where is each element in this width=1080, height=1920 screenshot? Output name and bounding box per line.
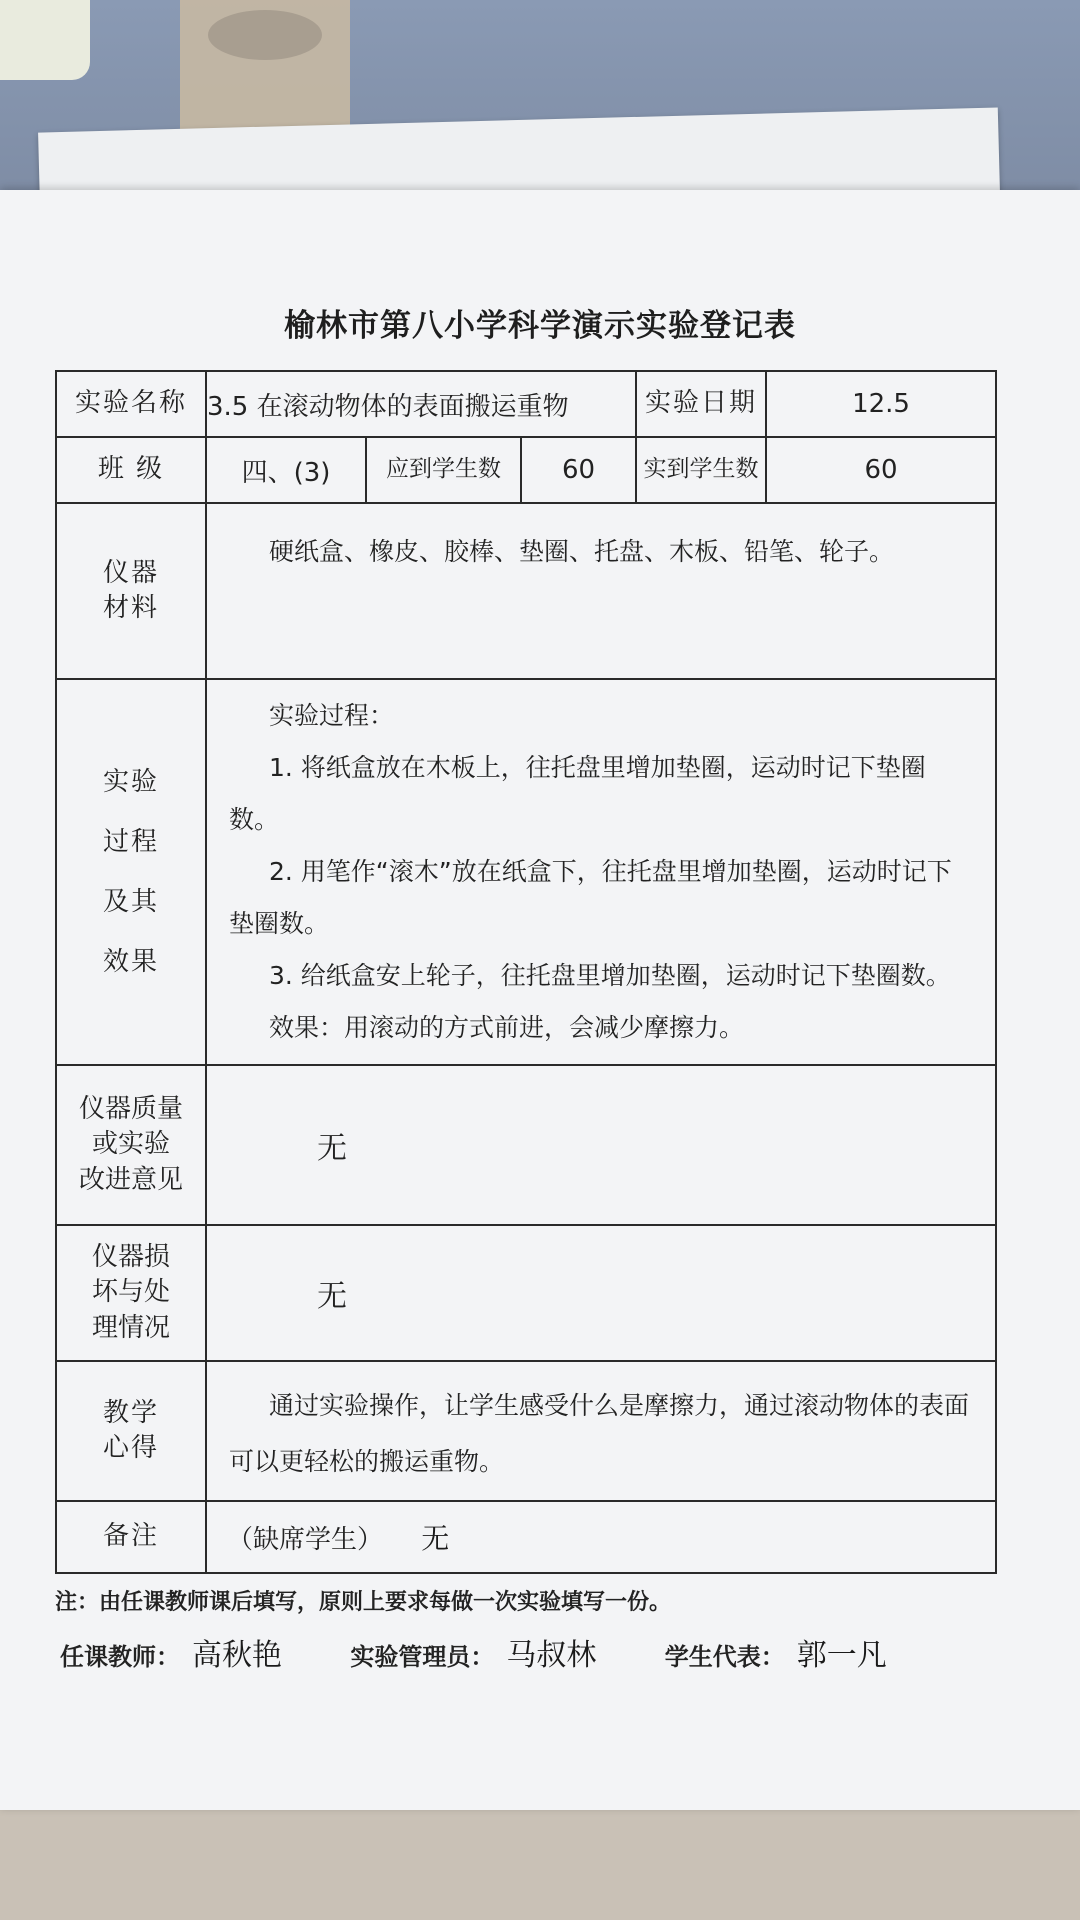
experiment-date-value: 12.5 — [766, 371, 996, 437]
damage-label-line3: 理情况 — [91, 1312, 170, 1343]
damage-label-line1: 仪器损 — [91, 1242, 170, 1273]
form-note: 注：由任课教师课后填写，原则上要求每做一次实验填写一份。 — [55, 1589, 672, 1615]
form-title: 榆林市第八小学科学演示实验登记表 — [284, 308, 796, 344]
experiment-name-value: 3.5 在滚动物体的表面搬运重物 — [206, 371, 636, 437]
row-class — [56, 437, 996, 503]
expected-students-label: 应到学生数 — [366, 437, 521, 503]
remarks-value: 无 — [421, 1522, 450, 1555]
row-reflection — [56, 1361, 996, 1501]
row-damage — [56, 1225, 996, 1361]
class-value: 四、(3) — [206, 437, 366, 503]
book-corner — [0, 0, 90, 80]
process-label-line2: 过程 — [102, 827, 159, 857]
registration-table — [55, 370, 997, 1574]
damage-value: 无 — [206, 1225, 996, 1361]
process-heading: 实验过程： — [269, 701, 395, 730]
damage-label — [56, 1225, 206, 1361]
reflection-label-line1: 教学 — [102, 1397, 159, 1428]
quality-value: 无 — [206, 1065, 996, 1225]
quality-label-line3: 改进意见 — [78, 1164, 183, 1195]
process-label-line1: 实验 — [102, 767, 159, 797]
row-experiment-name — [56, 371, 996, 437]
quality-label-line1: 仪器质量 — [78, 1094, 183, 1125]
equipment-label — [56, 503, 206, 679]
signature-row — [60, 1630, 1000, 1674]
remarks-cell — [206, 1501, 996, 1573]
class-label: 班 级 — [56, 437, 206, 503]
admin-signature: 马叔林 — [506, 1638, 597, 1673]
student-rep-label: 学生代表： — [664, 1642, 785, 1671]
equipment-value: 硬纸盒、橡皮、胶棒、垫圈、托盘、木板、铅笔、轮子。 — [269, 537, 895, 566]
process-step-2: 2. 用笔作“滚木”放在纸盒下，往托盘里增加垫圈，运动时记下垫圈数。 — [229, 857, 952, 938]
reflection-label — [56, 1361, 206, 1501]
process-cell — [206, 679, 996, 1065]
actual-students-label: 实到学生数 — [636, 437, 766, 503]
process-label-line4: 效果 — [102, 947, 159, 977]
equipment-cell — [206, 503, 996, 679]
actual-students-value: 60 — [766, 437, 996, 503]
expected-students-value: 60 — [521, 437, 636, 503]
process-label — [56, 679, 206, 1065]
student-rep-signature: 郭一凡 — [796, 1638, 887, 1673]
process-label-line3: 及其 — [102, 887, 159, 917]
equipment-label-line2: 材料 — [102, 593, 159, 623]
experiment-name-label: 实验名称 — [56, 371, 206, 437]
row-quality — [56, 1065, 996, 1225]
process-effect: 效果：用滚动的方式前进，会减少摩擦力。 — [269, 1013, 745, 1042]
reflection-cell — [206, 1361, 996, 1501]
teacher-label: 任课教师： — [60, 1642, 180, 1671]
remarks-label: 备注 — [56, 1501, 206, 1573]
registration-form-sheet — [0, 190, 1080, 1810]
admin-label: 实验管理员： — [350, 1642, 495, 1671]
process-step-3: 3. 给纸盒安上轮子，往托盘里增加垫圈，运动时记下垫圈数。 — [269, 961, 951, 990]
quality-label-line2: 或实验 — [91, 1129, 170, 1160]
process-step-1: 1. 将纸盒放在木板上，往托盘里增加垫圈，运动时记下垫圈数。 — [229, 753, 926, 834]
quality-label — [56, 1065, 206, 1225]
equipment-label-line1: 仪器 — [102, 557, 159, 588]
teacher-signature: 高秋艳 — [192, 1638, 282, 1673]
reflection-label-line2: 心得 — [102, 1433, 159, 1463]
row-equipment — [56, 503, 996, 679]
row-remarks — [56, 1501, 996, 1573]
row-process — [56, 679, 996, 1065]
experiment-date-label: 实验日期 — [636, 371, 766, 437]
damage-label-line2: 坏与处 — [91, 1277, 170, 1308]
remarks-absent-label: （缺席学生） — [227, 1525, 384, 1555]
reflection-value: 通过实验操作，让学生感受什么是摩擦力，通过滚动物体的表面可以更轻松的搬运重物。 — [229, 1391, 970, 1476]
